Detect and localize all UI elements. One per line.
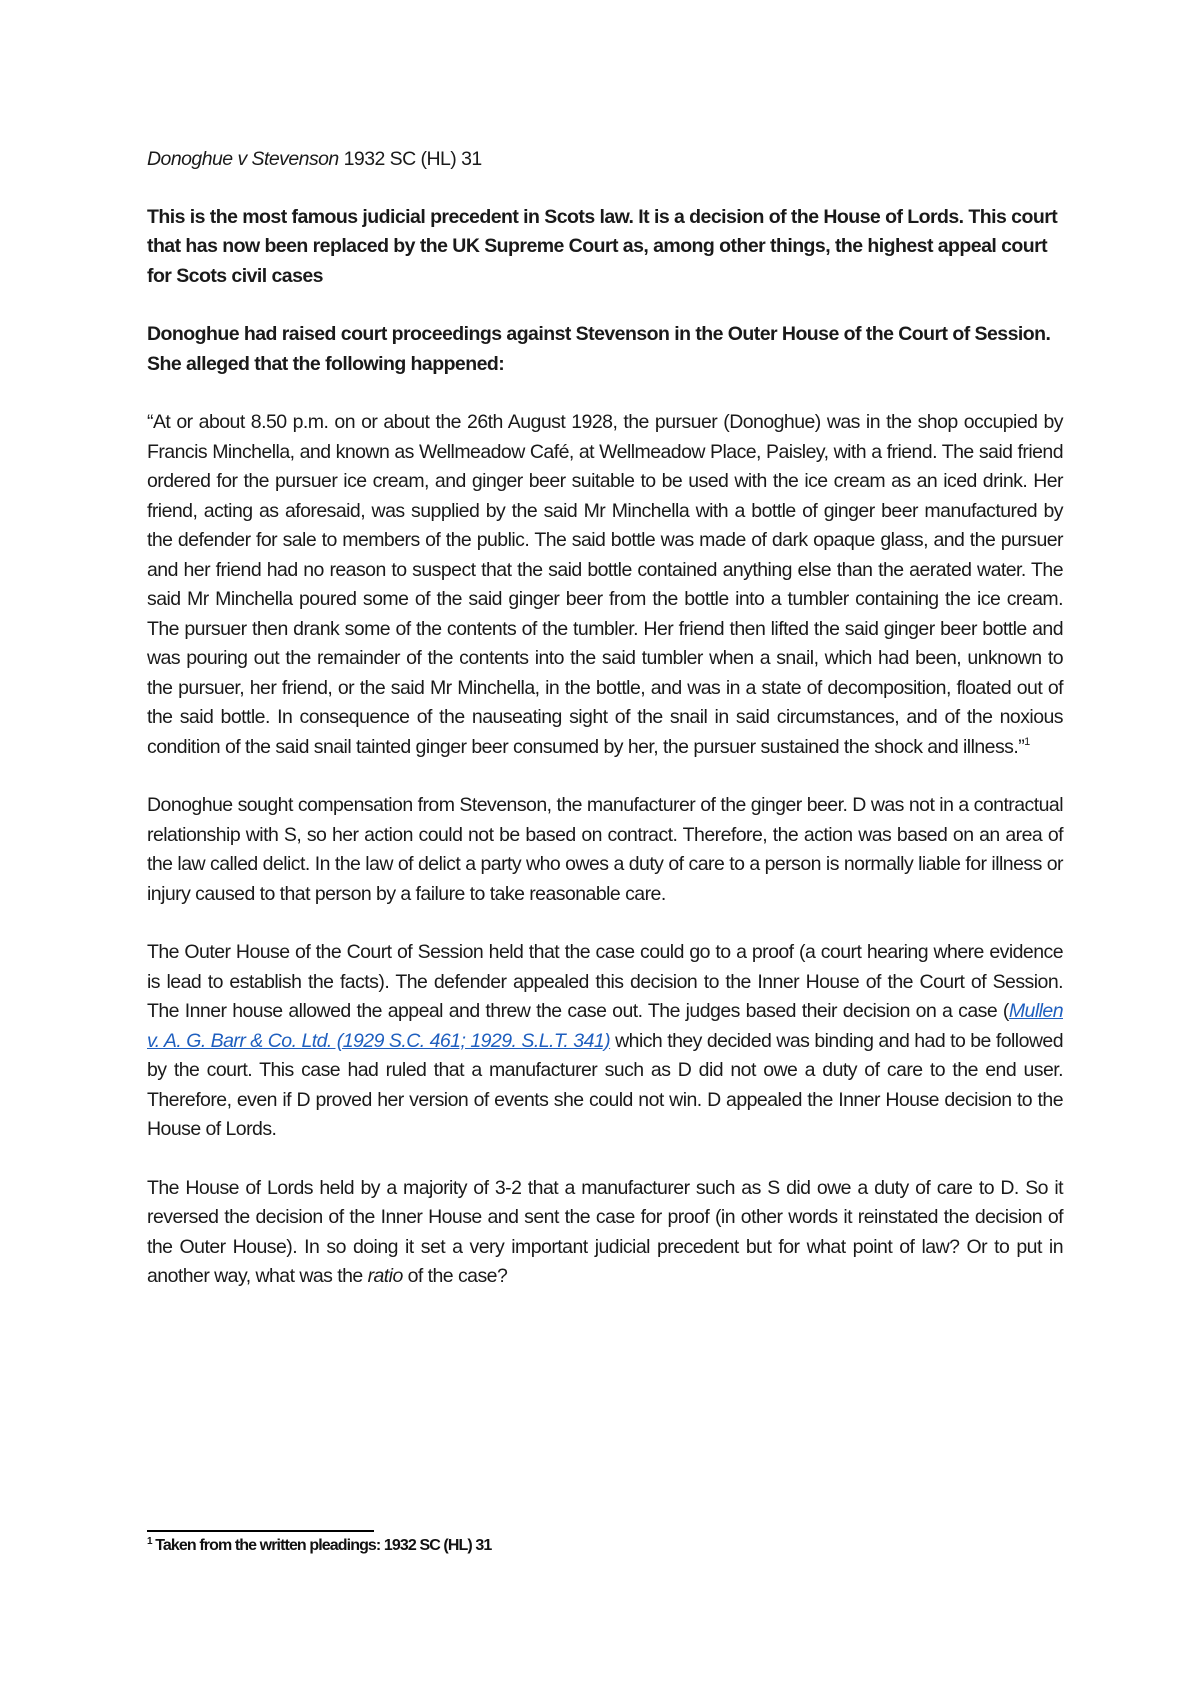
footnote [147, 1537, 491, 1555]
proceedings-paragraph: Donoghue had raised court proceedings against Stevenson in the Outer House of the Court of Session. She alleged that the following happened: [147, 323, 1051, 375]
outer-house-text-end: which they decided was binding and had to be followed by the court. This case had ruled that a manufacturer such as D did not owe a duty of care to the end user. Therefore, even if D proved her version of events she could not win. D appealed the Inner House decision to the House of Lords. [147, 1029, 1063, 1140]
ratio-term: ratio [367, 1265, 403, 1287]
case-name: Donoghue v Stevenson [147, 148, 339, 170]
footnote-reference[interactable]: 1 [1024, 735, 1030, 748]
lords-text-end: of the case? [402, 1265, 508, 1287]
intro-paragraph: This is the most famous judicial precedent in Scots law. It is a decision of the House of Lords. This court that has now been replaced by the UK Supreme Court as, among other things, the highest appeal court for Scots civil cases [147, 205, 1058, 287]
document-title [147, 145, 1063, 175]
document-page [147, 145, 1063, 1321]
footnote-separator [147, 1530, 374, 1532]
house-of-lords-paragraph [147, 1174, 1063, 1292]
footnote-number: 1 [147, 1536, 152, 1547]
lords-text-start: The House of Lords held by a majority of 3-2 that a manufacturer such as S did owe a duty of care to D. So it reversed the decision of the Inner House and sent the case for proof (in other words it reinstated the decision of the Outer House). In so doing it set a very important judicial precedent but for what point of law? Or to put in another way, what was the [147, 1176, 1063, 1287]
outer-house-paragraph [147, 938, 1063, 1145]
outer-house-text-start: The Outer House of the Court of Session held that the case could go to a proof (a court hearing where evidence is lead to establish the facts). The defender appealed this decision to the Inner House of the Court of Session. The Inner house allowed the appeal and threw the case out. The judges based their decision on a case ( [147, 941, 1063, 1022]
pleadings-quote-text: “At or about 8.50 p.m. on or about the 26th August 1928, the pursuer (Donoghue) was in the shop occupied by Francis Minchella, and known as Wellmeadow Café, at Wellmeadow Place, Paisley, with a friend. The said friend ordered for the pursuer ice cream, and ginger beer suitable to be used with the ice cream as an iced drink. Her friend, acting as aforesaid, was supplied by the said Mr Minchella with a bottle of ginger beer manufactured by the defender for sale to members of the public. The said bottle was made of dark opaque glass, and the pursuer and her friend had no reason to suspect that the said bottle contained anything else than the aerated water. The said Mr Minchella poured some of the said ginger beer from the bottle into a tumbler containing the ice cream. The pursuer then drank some of the contents of the tumbler. Her friend then lifted the said ginger beer bottle and was pouring out the remainder of the contents into the said tumbler when a snail, which had been, unknown to the pursuer, her friend, or the said Mr Minchella, in the bottle, and was in a state of decomposition, floated out of the said bottle. In consequence of the nauseating sight of the snail in said circumstances, and of the noxious condition of the said snail tainted ginger beer consumed by her, the pursuer sustained the shock and illness.” [147, 411, 1063, 758]
compensation-paragraph: Donoghue sought compensation from Stevenson, the manufacturer of the ginger beer. D was not in a contractual relationship with S, so her action could not be based on contract. Therefore, the action was based on an area of the law called delict. In the law of delict a party who owes a duty of care to a person is normally liable for illness or injury caused to that person by a failure to take reasonable care. [147, 794, 1063, 905]
footnote-text: Taken from the written pleadings: 1932 SC (HL) 31 [155, 1537, 492, 1554]
case-citation: 1932 SC (HL) 31 [343, 148, 482, 170]
pleadings-quote-paragraph [147, 408, 1063, 762]
mullen-case-link[interactable]: Mullen v. A. G. Barr & Co. Ltd. (1929 S.C. 461; 1929. S.L.T. 341) [147, 1000, 1063, 1052]
